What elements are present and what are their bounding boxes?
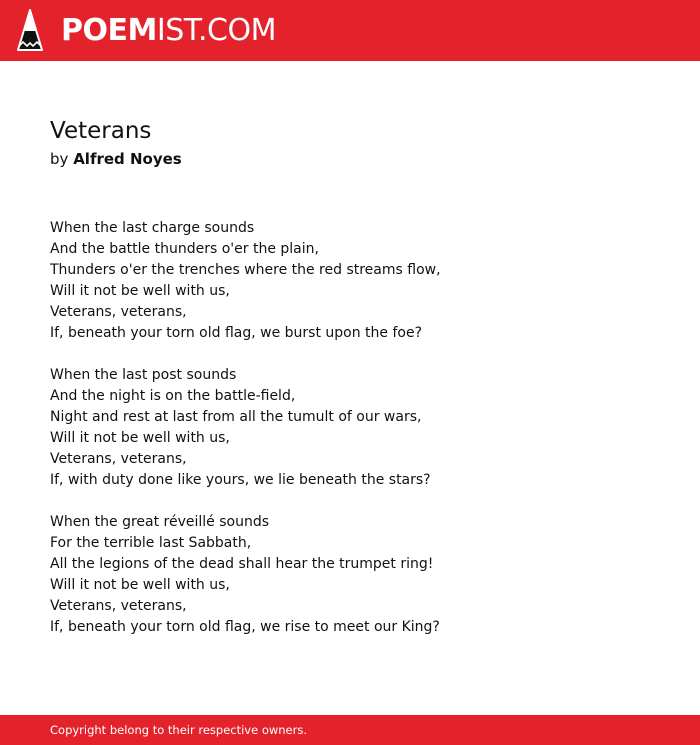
poem-title: Veterans <box>50 118 152 144</box>
by-label: by <box>50 150 69 168</box>
poem-line: Will it not be well with us, <box>50 283 230 299</box>
poem-line: If, beneath your torn old flag, we burst upon the foe? <box>50 325 423 341</box>
poem-line: Veterans, veterans, <box>50 304 187 320</box>
author-name: Alfred Noyes <box>73 150 182 168</box>
poem-stanza <box>50 365 670 491</box>
poem-line: When the last charge sounds <box>50 220 255 236</box>
poem-line: If, beneath your torn old flag, we rise to meet our King? <box>50 619 440 635</box>
poem-line: All the legions of the dead shall hear the trumpet ring! <box>50 556 434 572</box>
poem-line: And the battle thunders o'er the plain, <box>50 241 319 257</box>
site-footer <box>0 715 700 745</box>
logo-text-light: IST.COM <box>156 13 276 48</box>
copyright-text: Copyright belong to their respective owners. <box>50 723 308 737</box>
poem-line: Veterans, veterans, <box>50 598 187 614</box>
pencil-logo-icon <box>17 9 43 53</box>
poem-line: When the great réveillé sounds <box>50 514 270 530</box>
poem-line: If, with duty done like yours, we lie beneath the stars? <box>50 472 431 488</box>
poem-stanza <box>50 512 670 638</box>
poem-line: Will it not be well with us, <box>50 577 230 593</box>
poem-line: Thunders o'er the trenches where the red streams flow, <box>50 262 441 278</box>
site-logo-link[interactable] <box>17 9 276 53</box>
poem-line: And the night is on the battle-field, <box>50 388 296 404</box>
poem-line: Night and rest at last from all the tumult of our wars, <box>50 409 422 425</box>
site-header <box>0 0 700 61</box>
poem-stanza <box>50 218 670 344</box>
poem-line: Will it not be well with us, <box>50 430 230 446</box>
site-logo-text <box>61 9 276 53</box>
poem-line: For the terrible last Sabbath, <box>50 535 252 551</box>
logo-text-bold: POEM <box>61 13 157 48</box>
poem-heading <box>50 114 670 170</box>
poem-line: When the last post sounds <box>50 367 237 383</box>
poem-line: Veterans, veterans, <box>50 451 187 467</box>
poem-body <box>50 218 670 659</box>
poem-byline <box>50 148 670 170</box>
